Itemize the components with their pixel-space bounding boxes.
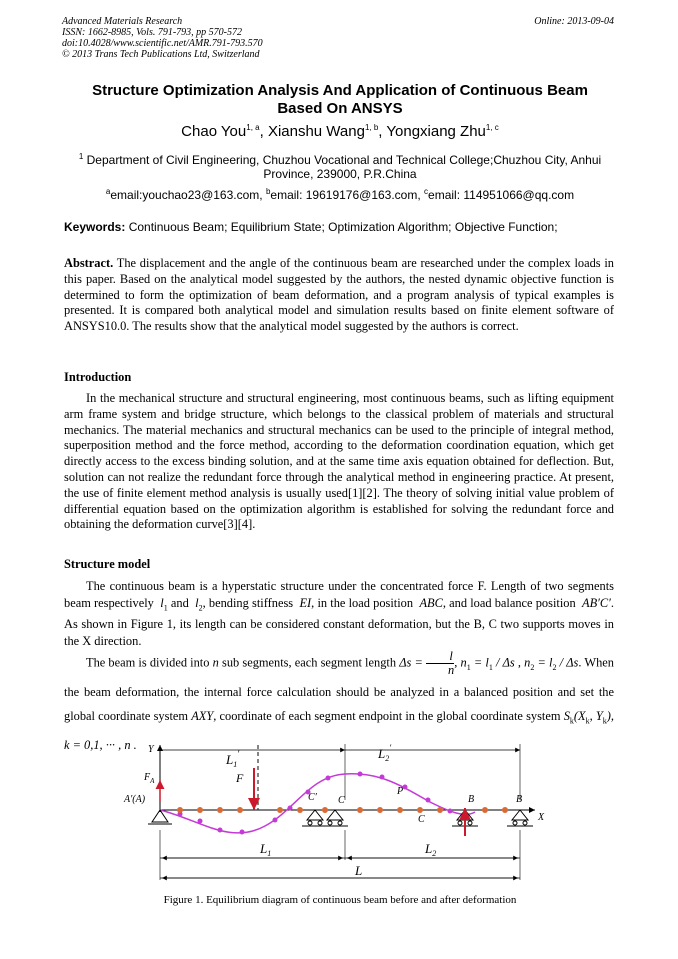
label-l: L: [355, 863, 363, 878]
x-axis-label: X: [538, 812, 545, 823]
keywords-label: Keywords:: [64, 220, 126, 234]
math-text: , Y: [589, 708, 603, 723]
math-sub: k: [569, 716, 574, 726]
math-l2: l: [195, 595, 199, 610]
text: , coordinate of each segment endpoint in the global coordinate system: [213, 708, 561, 723]
intro-paragraph: In the mechanical structure and structural engineering, most continuous beams, such as lifting equipment arm frame system and bridge structure, which belongs to the classical problem of materials and structural mechanics. The material mechanics and structural mechanics can be used to the principle of integral method, superposition method and the force method, according to the deformation coordination equation, which get directly access to the excess binding solution, and at the same time axis equation obtained for deflection. But, solution can not realize the redundant force through the analytical method in engineering practice. At present, the use of finite element method analysis is usually used[1][2]. The theory of solving initial value problem of differential equation based on the optimization algorithm is established for solving the redundant force and obtaining the deformation curve[3][4].: [64, 391, 614, 532]
online-date: Online: 2013-09-04: [534, 16, 614, 27]
affiliation-line-1: Department of Civil Engineering, Chuzhou Vocational and Technical College;Chuzhou City, Anhui: [86, 153, 602, 167]
label-l1-prime: $L_1'$: [226, 749, 240, 769]
email-c[interactable]: email: 114951066@qq.com: [428, 188, 575, 202]
curve-points: [178, 772, 453, 835]
label-p: P: [397, 786, 404, 797]
math-sub: 2: [552, 662, 557, 672]
text: The beam is divided into: [86, 655, 210, 670]
y-axis-label: Y: [148, 744, 154, 755]
figure-1-diagram: [124, 740, 560, 890]
text: ,: [454, 655, 458, 670]
structure-model-p1: [64, 578, 614, 649]
text: The continuous beam is a hyperstatic structure under the concentrated force F. Length of two segments beam respectively: [64, 579, 614, 610]
math-sub: k: [602, 716, 607, 726]
author-list: Chao You$^{1, a}$, Xianshu Wang$^{1, b}$, Yongxiang Zhu$^{1, c}$: [181, 123, 499, 140]
email-b[interactable]: email: 19619176@163.com: [270, 188, 418, 202]
math-fraction: [426, 650, 454, 677]
label-b: B: [516, 794, 523, 805]
label-l2-prime: $L_2'$: [378, 743, 392, 763]
math-sub: 2: [530, 662, 535, 672]
abstract: [64, 256, 614, 335]
math-delta-s: Δs =: [399, 655, 423, 670]
intro-heading: Introduction: [64, 370, 132, 384]
title-line-2: Based On ANSYS: [277, 100, 403, 117]
math-ABC: ABC: [419, 595, 443, 610]
email-sup: a: [105, 187, 111, 196]
math-l1: l: [160, 595, 164, 610]
intro-section: [64, 391, 614, 533]
label-fa: $F_A$: [144, 772, 155, 785]
email-sup: c: [424, 187, 429, 196]
author-name: Yongxiang Zhu: [386, 123, 486, 140]
keywords-text: Continuous Beam; Equilibrium State; Optimization Algorithm; Objective Function;: [128, 220, 558, 234]
math-sub: 1: [488, 662, 493, 672]
math-sub: k: [585, 716, 590, 726]
affiliation-sup: 1: [78, 152, 84, 161]
deformed-beam-curve: [160, 774, 475, 833]
journal-name: Advanced Materials Research: [62, 16, 183, 27]
label-c-prime: C′: [308, 792, 317, 803]
math-text: (X: [573, 708, 586, 723]
affiliation-line-2: Province, 239000, P.R.China: [263, 167, 417, 181]
label-l2: $L_2$: [425, 841, 437, 858]
author-sup: 1, b: [364, 123, 379, 132]
text: , bending stiffness: [202, 595, 294, 610]
label-force-f: F: [236, 771, 244, 785]
math-text: = l: [537, 655, 553, 670]
math-text: / Δs: [559, 655, 579, 670]
author-name: Xianshu Wang: [267, 123, 365, 140]
text: . As shown in Figure 1, its length can be considered constant deformation, but the B, C two supports moves in the X direction.: [64, 595, 614, 648]
math-sub: 1: [466, 662, 471, 672]
author-sup: 1, a: [246, 123, 260, 132]
math-n2: n: [524, 655, 531, 670]
text: sub segments, each segment length: [222, 655, 397, 670]
keywords: [64, 220, 616, 234]
text: and: [170, 595, 189, 610]
text: , in the load position: [311, 595, 414, 610]
math-text: = l: [473, 655, 489, 670]
math-AXY: AXY: [191, 708, 214, 723]
math-n1: n: [460, 655, 467, 670]
author-name: Chao You: [181, 123, 247, 140]
math-EI: EI: [299, 595, 312, 610]
support-b: [507, 810, 533, 826]
paper-title: [40, 82, 640, 118]
label-a-prime-a: A′(A): [124, 794, 146, 805]
fraction-denominator: n: [448, 663, 455, 677]
title-line-1: Structure Optimization Analysis And Application of Continuous Beam: [92, 82, 588, 99]
label-c-lower: C: [418, 814, 425, 825]
copyright: © 2013 Trans Tech Publications Ltd, Switzerland: [62, 49, 260, 60]
label-c: C: [338, 795, 345, 806]
text: . When the beam deformation, the internal force calculation should be analyzed in a balanced position and set the global coordinate system: [64, 655, 614, 723]
math-sub: 1: [163, 602, 168, 612]
math-n: n: [212, 655, 219, 670]
label-l1: $L_1$: [260, 841, 272, 858]
abstract-text: The displacement and the angle of the continuous beam are researched under the complex loads in this paper. Based on the analytical model suggested by the authors, the nested dynamic objective function is determined to form the optimization of beam deformation, and a program analysis of typical examples is presented. It is compared both analytical model and simulation results based on finite element software of ANSYS10.0. The results show that the analytical model suggested by the authors is correct.: [64, 256, 615, 334]
math-sub: 2: [198, 602, 203, 612]
math-text: ), k = 0,1, ··· , n .: [64, 708, 614, 753]
fraction-numerator: l: [426, 650, 454, 664]
figure-1-caption: Figure 1. Equilibrium diagram of continuous beam before and after deformation: [163, 894, 517, 906]
math-S: S: [563, 708, 570, 723]
affiliation: [60, 150, 620, 181]
abstract-label: Abstract.: [64, 256, 114, 270]
email-a[interactable]: email:youchao23@163.com: [110, 188, 260, 202]
running-header: [62, 16, 263, 60]
author-sup: 1, c: [485, 123, 499, 132]
math-ABC-prime: AB′C′: [582, 595, 611, 610]
email-sup: b: [265, 187, 271, 196]
issn: ISSN: 1662-8985, Vols. 791-793, pp 570-572: [62, 27, 242, 38]
label-b-prime: B: [468, 794, 475, 805]
doi: doi:10.4028/www.scientific.net/AMR.791-793.570: [62, 38, 263, 49]
math-text: / Δs ,: [496, 655, 521, 670]
structure-model-heading: Structure model: [64, 557, 151, 571]
email-list: $^a$email:youchao23@163.com, $^b$email: 19619176@163.com, $^c$email: 114951066@qq.com: [105, 187, 575, 202]
text: , and load balance position: [442, 595, 576, 610]
